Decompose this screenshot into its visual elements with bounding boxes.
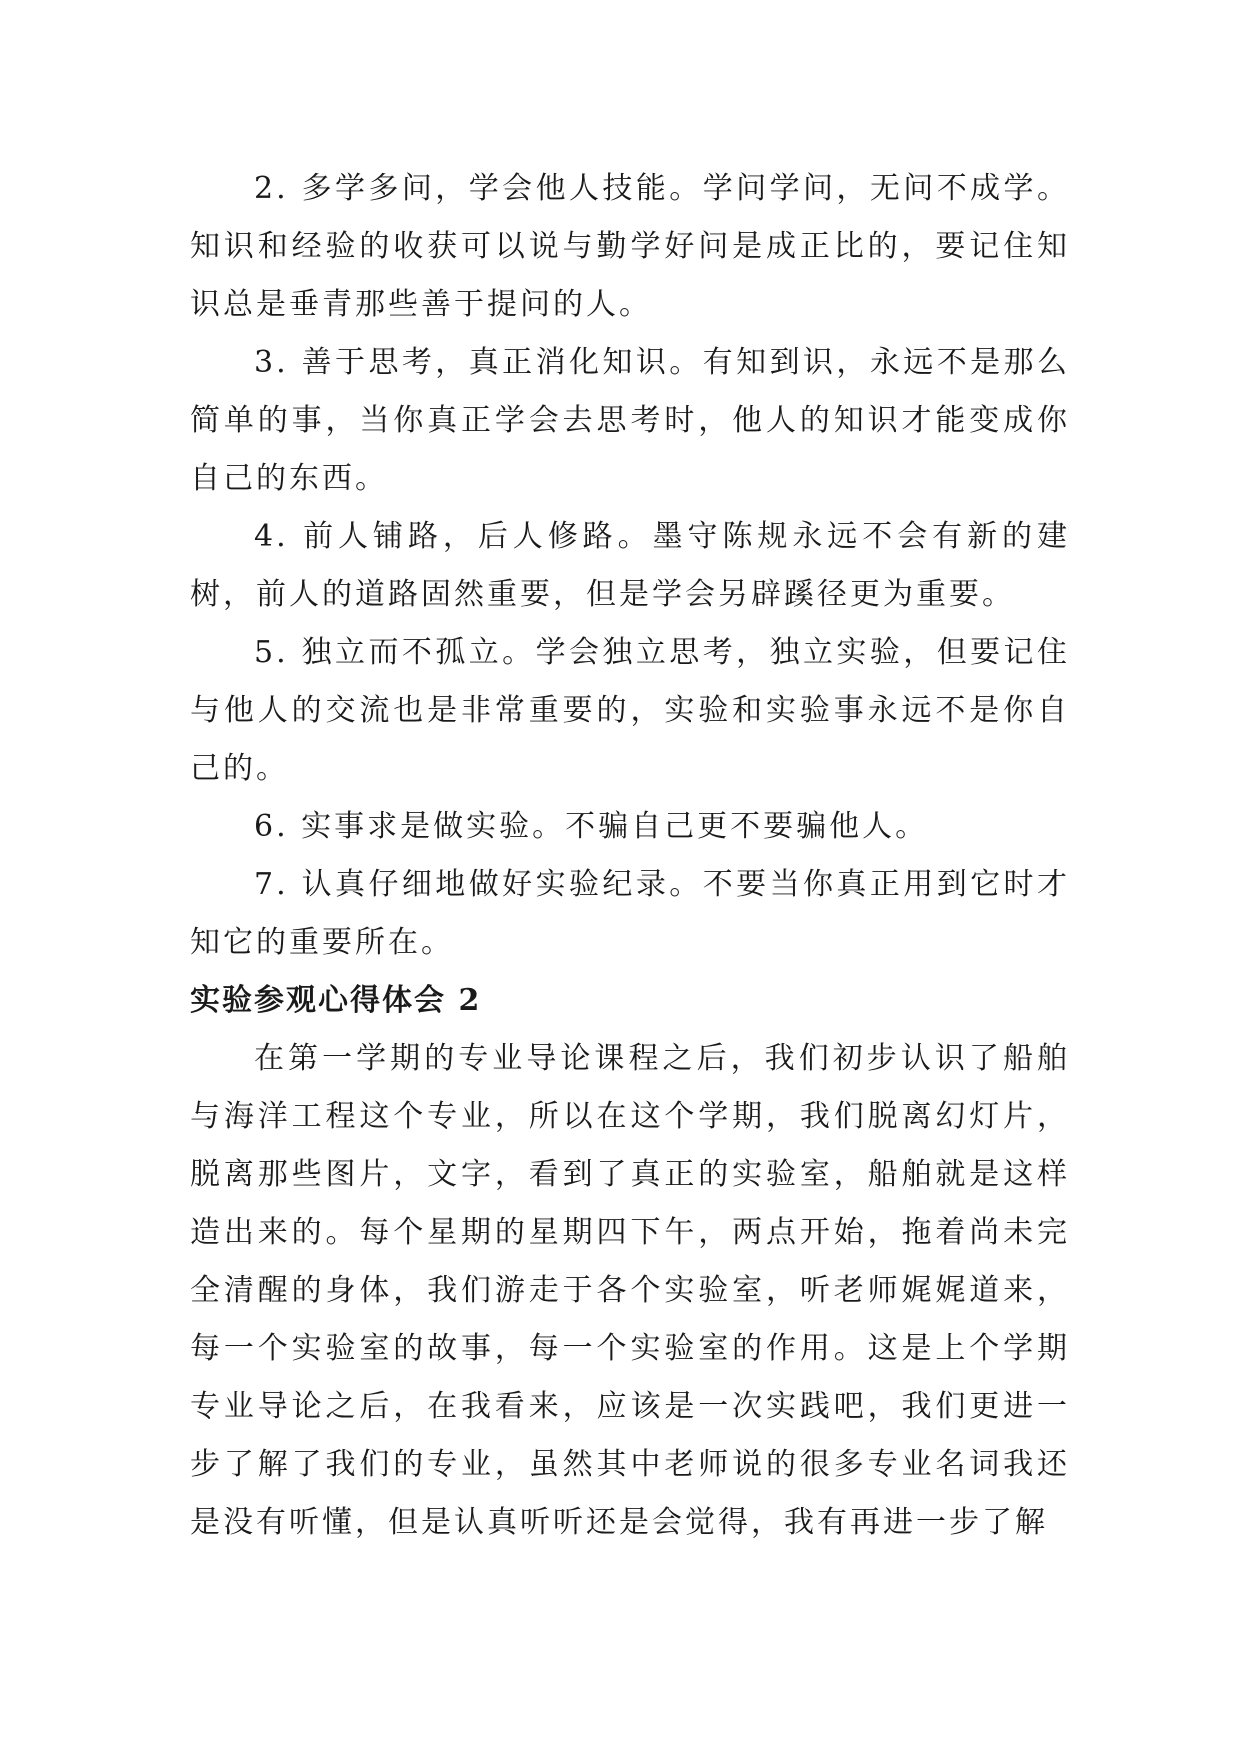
section-paragraph: 在第一学期的专业导论课程之后，我们初步认识了船舶与海洋工程这个专业，所以在这个学期，我们脱离幻灯片，脱离那些图片，文字，看到了真正的实验室，船舶就是这样造出来的。每个星期的星期四下午，两点开始，拖着尚未完全清醒的身体，我们游走于各个实验室，听老师娓娓道来，每一个实验室的故事，每一个实验室的作用。这是上个学期专业导论之后，在我看来，应该是一次实践吧，我们更进一步了解了我们的专业，虽然其中老师说的很多专业名词我还是没有听懂，但是认真听听还是会觉得，我有再进一步了解 [190,1041,1070,1540]
document-body [190,160,1070,1552]
list-item-6: 6. 实事求是做实验。不骗自己更不要骗他人。 [254,809,929,844]
section-title: 实验参观心得体会 2 [190,983,482,1018]
list-item-7: 7. 认真仔细地做好实验纪录。不要当你真正用到它时才知它的重要所在。 [190,867,1070,960]
list-item-4: 4. 前人铺路，后人修路。墨守陈规永远不会有新的建树，前人的道路固然重要，但是学会另辟蹊径更为重要。 [190,519,1070,612]
list-item-2: 2. 多学多问，学会他人技能。学问学问，无问不成学。知识和经验的收获可以说与勤学好问是成正比的，要记住知识总是垂青那些善于提问的人。 [190,171,1070,322]
list-item-5: 5. 独立而不孤立。学会独立思考，独立实验，但要记住与他人的交流也是非常重要的，实验和实验事永远不是你自己的。 [190,635,1070,786]
list-item-3: 3. 善于思考，真正消化知识。有知到识，永远不是那么简单的事，当你真正学会去思考时，他人的知识才能变成你自己的东西。 [190,345,1070,496]
